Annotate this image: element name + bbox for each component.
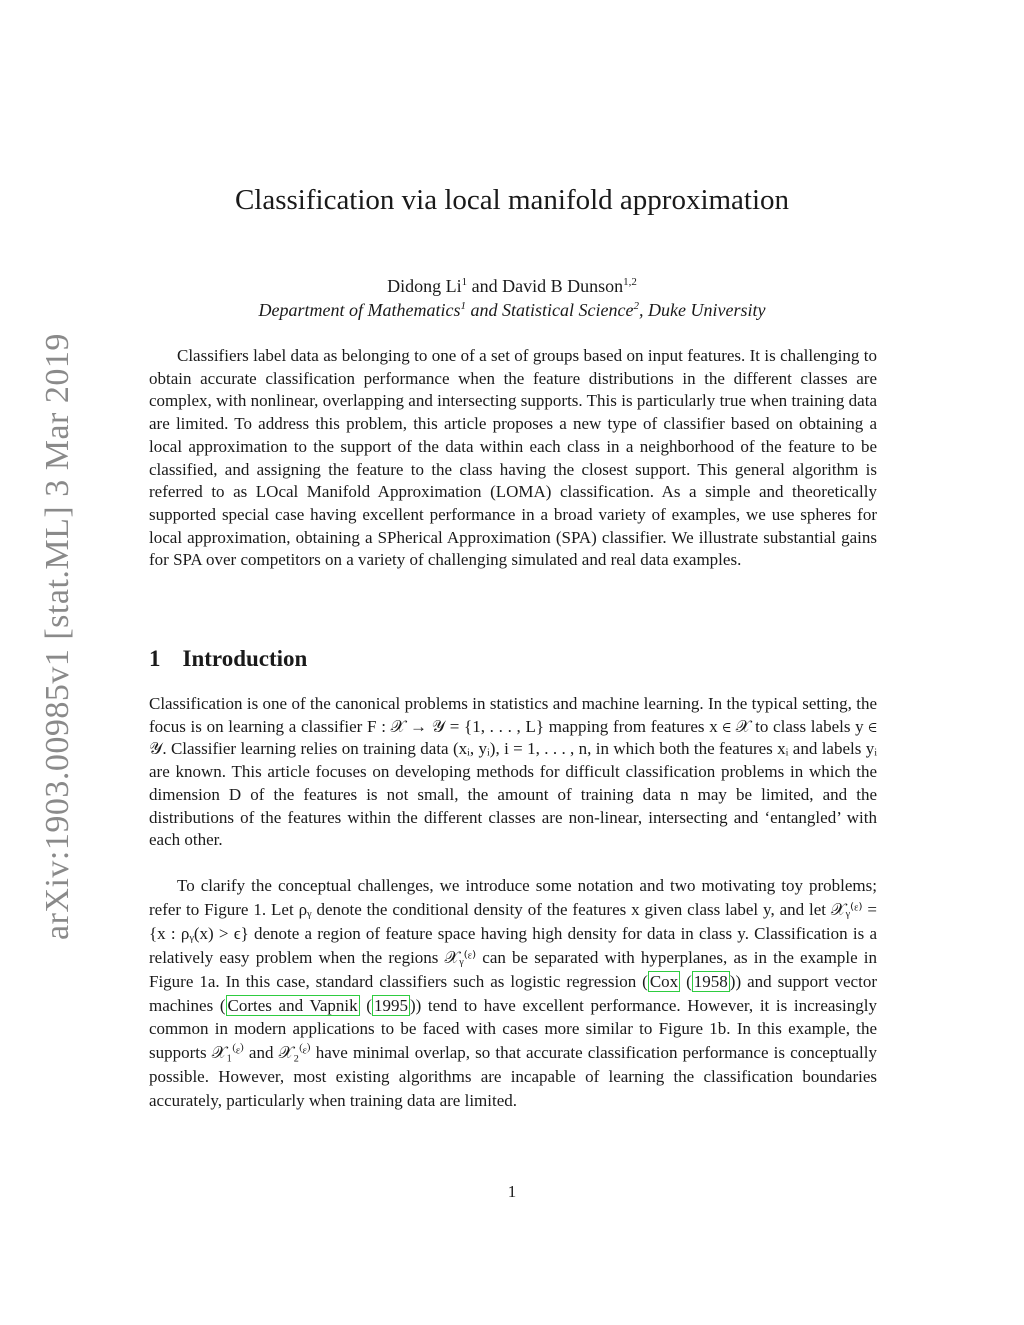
paragraph-text: )) tend to have excellent performance. However, it is increasingly common in modern applications to be faced with cases more similar to Figure 1b. In this example, the supports 𝒳₁⁽ᵋ⁾ and 𝒳₂⁽ᵋ⁾ have minimal overlap, so that accurate classification performance is conceptually possible. However, most existing algorithms are incapable of learning the classification boundaries accurately, particularly when training data are limited. xyxy=(149,995,877,1111)
citation-link[interactable]: Cortes and Vapnik xyxy=(227,995,358,1015)
affiliation-superscript: 1 xyxy=(460,300,467,312)
arxiv-identifier: arXiv:1903.00985v1 [stat.ML] 3 Mar 2019 xyxy=(39,333,76,940)
intro-paragraph-1: Classification is one of the canonical problems in statistics and machine learning. In the typical setting, the focus is on learning a classifier F : 𝒳 → 𝒴 = {1, . . . , L} mapping from features x ∈ 𝒳 to class labels y ∈ 𝒴. Classifier learning relies on training data (xᵢ, yᵢ), i = 1, . . . , n, in which both the features xᵢ and labels yᵢ are known. This article focuses on developing methods for difficult classification problems in which the dimension D of the features is not small, the amount of training data n may be limited, and the distributions of the features within the different classes are non-linear, intersecting and ‘entangled’ with each other. xyxy=(149,694,877,850)
section-title: Introduction xyxy=(182,646,308,671)
paper-title: Classification via local manifold approximation xyxy=(234,184,790,216)
affiliation-department: Department of Mathematics xyxy=(258,300,461,320)
section-number: 1 xyxy=(149,646,161,671)
abstract: Classifiers label data as belonging to one of a set of groups based on input features. It is challenging to obtain accurate classification performance when the feature distributions in the different classes are complex, with nonlinear, overlapping and intersecting supports. This is particularly true when training data are limited. To address this problem, this article proposes a new type of classifier based on obtaining a local approximation to the support of the data within each class in a neighborhood of the feature to be classified, and assigning the feature to the class having the closest support. This general algorithm is referred to as LOcal Manifold Approximation (LOMA) classification. As a simple and theoretically supported special case having excellent performance in a broad variety of examples, we use spheres for local approximation, obtaining a SPherical Approximation (SPA) classifier. We illustrate substantial gains for SPA over competitors on a variety of challenging simulated and real data examples. xyxy=(149,346,877,570)
citation-text: ( xyxy=(359,995,372,1015)
citation-year-link[interactable]: 1995 xyxy=(373,995,408,1015)
author-conjunction: and xyxy=(471,276,498,296)
author-superscript: 1,2 xyxy=(623,276,637,288)
author-line xyxy=(0,276,1024,297)
affiliation-department: and Statistical Science xyxy=(470,300,634,320)
citation-link[interactable]: Cox xyxy=(649,971,679,991)
paragraph-text: )) and support vector machines ( xyxy=(149,971,877,1015)
author-name: David B Dunson xyxy=(502,276,624,296)
affiliation-superscript: 2 xyxy=(633,300,639,312)
author-superscript: 1 xyxy=(461,276,468,288)
section-heading xyxy=(149,646,307,672)
author-name: Didong Li xyxy=(387,276,462,296)
citation-year-link[interactable]: 1958 xyxy=(693,971,728,991)
page-number: 1 xyxy=(507,1182,517,1201)
affiliation-line xyxy=(0,300,1024,321)
intro-paragraph-2 xyxy=(149,874,877,1113)
citation-text: ( xyxy=(680,971,692,991)
paragraph-text: To clarify the conceptual challenges, we introduce some notation and two motivating toy problems; refer to Figure 1. Let ρᵧ denote the conditional density of the features x given class label y, and let 𝒳ᵧ⁽ᵋ⁾ = {x : ρᵧ(x) > ϵ} denote a region of feature space having high density for data in class y. Classification is a relatively easy problem when the regions 𝒳ᵧ⁽ᵋ⁾ can be separated with hyperplanes, as in the example in Figure 1a. In this case, standard classifiers such as logistic regression ( xyxy=(149,876,877,991)
affiliation-university: , Duke University xyxy=(638,300,766,320)
